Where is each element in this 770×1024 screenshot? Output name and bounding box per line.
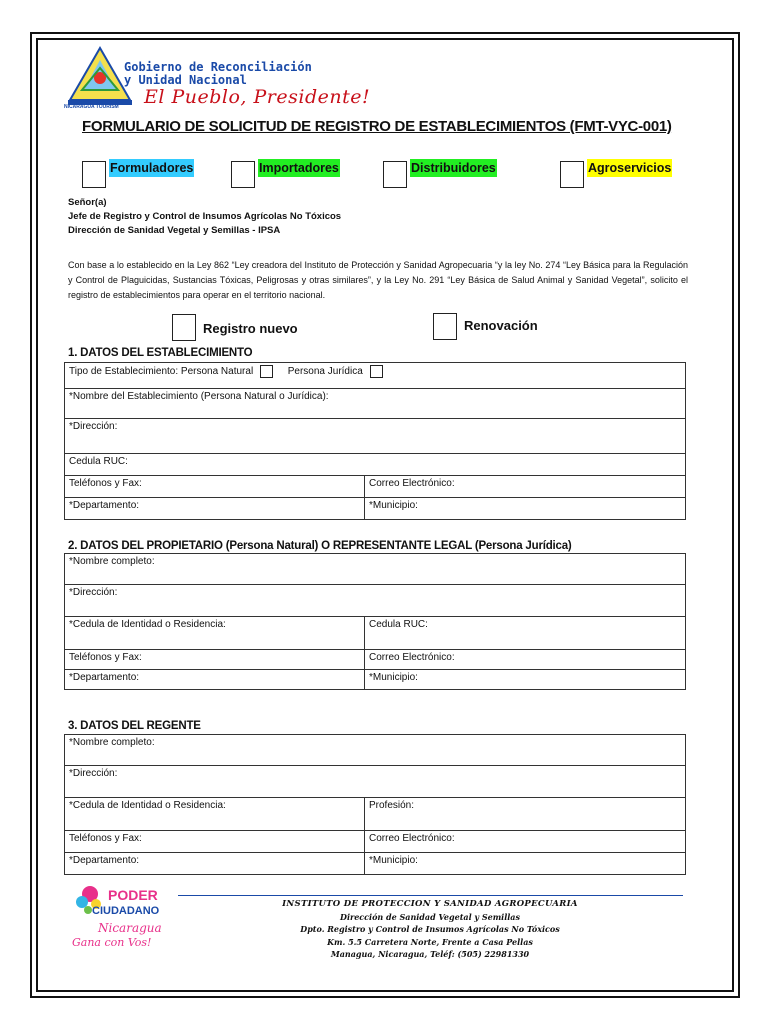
- section2-title: 2. DATOS DEL PROPIETARIO (Persona Natural) O REPRESENTANTE LEGAL (Persona Jurídica): [68, 540, 572, 552]
- checkbox-formuladores[interactable]: [82, 161, 106, 188]
- field-municipio-regente[interactable]: [365, 853, 686, 875]
- checkbox-renovacion[interactable]: [433, 313, 457, 340]
- field-departamento-propietario[interactable]: [65, 670, 365, 690]
- label-correo: Correo Electrónico:: [369, 833, 455, 844]
- field-telefonos-propietario[interactable]: [65, 650, 365, 670]
- label-direccion: *Dirección:: [69, 587, 118, 598]
- field-nombre-propietario[interactable]: [65, 554, 686, 585]
- poder-ciudadano-icon: [68, 880, 178, 960]
- footer-line4: Km. 5.5 Carretera Norte, Frente a Casa Pellas: [327, 936, 533, 947]
- field-direccion-establecimiento[interactable]: [65, 419, 686, 454]
- label-municipio: *Municipio:: [369, 500, 418, 511]
- label-correo: Correo Electrónico:: [369, 652, 455, 663]
- checkbox-persona-natural[interactable]: [260, 365, 273, 378]
- logo-nicaragua-text: Nicaragua: [98, 921, 162, 935]
- checkbox-distribuidores[interactable]: [383, 161, 407, 188]
- label-ruc: Cedula RUC:: [369, 619, 428, 630]
- salutation-line1: Señor(a): [68, 197, 107, 208]
- label-departamento: *Departamento:: [69, 855, 140, 866]
- field-correo-regente[interactable]: [365, 831, 686, 853]
- label-tipo: Tipo de Establecimiento: Persona Natural: [69, 366, 254, 378]
- field-municipio-propietario[interactable]: [365, 670, 686, 690]
- label-municipio: *Municipio:: [369, 855, 418, 866]
- field-cedula-regente[interactable]: [65, 798, 365, 831]
- label-profesion: Profesión:: [369, 800, 415, 811]
- gov-name-line2: y Unidad Nacional: [124, 73, 247, 87]
- label-registro-nuevo: Registro nuevo: [203, 321, 298, 336]
- field-direccion-propietario[interactable]: [65, 585, 686, 617]
- label-cedula: *Cedula de Identidad o Residencia:: [69, 619, 226, 630]
- salutation: [68, 196, 341, 238]
- field-correo-propietario[interactable]: [365, 650, 686, 670]
- logo-gana-text: Gana con Vos!: [72, 936, 152, 949]
- label-nombre-completo: *Nombre completo:: [69, 556, 155, 567]
- field-tipo-establecimiento: [65, 363, 686, 389]
- label-correo: Correo Electrónico:: [369, 478, 455, 489]
- section3-table: [64, 734, 686, 875]
- logo-poder-text: PODER: [108, 887, 158, 903]
- label-direccion: *Dirección:: [69, 768, 118, 779]
- label-municipio: *Municipio:: [369, 672, 418, 683]
- checkbox-registro-nuevo[interactable]: [172, 314, 196, 341]
- field-ruc-propietario[interactable]: [365, 617, 686, 650]
- logo-ciudadano-text: CIUDADANO: [92, 905, 160, 917]
- footer-divider: [178, 895, 683, 896]
- government-logo: [62, 46, 371, 118]
- label-cedula: *Cedula de Identidad o Residencia:: [69, 800, 226, 811]
- footer-line3: Dpto. Registro y Control de Insumos Agrícolas No Tóxicos: [300, 924, 560, 934]
- field-municipio-establecimiento[interactable]: [365, 498, 686, 520]
- label-agroservicios: Agroservicios: [588, 161, 672, 175]
- checkbox-agroservicios[interactable]: [560, 161, 584, 188]
- label-departamento: *Departamento:: [69, 500, 140, 511]
- field-cedula-propietario[interactable]: [65, 617, 365, 650]
- section1-table: [64, 362, 686, 520]
- gov-slogan: El Pueblo, Presidente!: [144, 86, 371, 108]
- label-formuladores: Formuladores: [110, 161, 194, 175]
- footer-line2: Dirección de Sanidad Vegetal y Semillas: [340, 911, 520, 922]
- section2-table: [64, 553, 686, 690]
- form-title: FORMULARIO DE SOLICITUD DE REGISTRO DE ESTABLECIMIENTOS (FMT-VYC-001): [82, 118, 672, 135]
- poder-ciudadano-logo: [68, 880, 178, 960]
- salutation-line2: Jefe de Registro y Control de Insumos Agrícolas No Tóxicos: [68, 211, 342, 222]
- label-ruc: Cedula RUC:: [69, 456, 128, 467]
- label-importadores: Importadores: [259, 161, 339, 175]
- label-distribuidores: Distribuidores: [411, 161, 496, 175]
- field-telefonos-establecimiento[interactable]: [65, 476, 365, 498]
- field-nombre-regente[interactable]: [65, 735, 686, 766]
- label-direccion: *Dirección:: [69, 421, 118, 432]
- label-telefonos: Teléfonos y Fax:: [69, 478, 142, 489]
- section1-title: 1. DATOS DEL ESTABLECIMIENTO: [68, 347, 253, 359]
- intro-paragraph: Con base a lo establecido en la Ley 862 “Ley creadora del Instituto de Protección y Sanidad Agropecuaria “y la ley No. 274 “Ley Básica para la Regulación y Control de Plaguicidas, Sustancias Tóxicas, Peligrosas y otras similares”, y la Ley No. 291 “Ley Básica de Salud Animal y Sanidad Vegetal”, solicito el registro de establecimientos para operar en el territorio nacional.: [68, 260, 688, 300]
- footer-institute: INSTITUTO DE PROTECCION Y SANIDAD AGROPECUARIA: [282, 899, 578, 909]
- checkbox-importadores[interactable]: [231, 161, 255, 188]
- label-telefonos: Teléfonos y Fax:: [69, 833, 142, 844]
- gov-name-line1: Gobierno de Reconciliación: [124, 60, 312, 74]
- field-departamento-regente[interactable]: [65, 853, 365, 875]
- footer-line5: Managua, Nicaragua, Teléf: (505) 22981330: [330, 949, 530, 959]
- salutation-line3: Dirección de Sanidad Vegetal y Semillas - IPSA: [68, 225, 281, 236]
- field-ruc-establecimiento[interactable]: [65, 454, 686, 476]
- label-departamento: *Departamento:: [69, 672, 140, 683]
- footer-address: [200, 898, 660, 961]
- label-nombre-establecimiento: *Nombre del Establecimiento (Persona Natural o Jurídica):: [69, 391, 329, 402]
- field-telefonos-regente[interactable]: [65, 831, 365, 853]
- label-persona-juridica: Persona Jurídica: [287, 366, 363, 378]
- tourism-text: NICARAGUA TOURISM: [64, 104, 119, 110]
- field-nombre-establecimiento[interactable]: [65, 389, 686, 419]
- field-direccion-regente[interactable]: [65, 766, 686, 798]
- label-telefonos: Teléfonos y Fax:: [69, 652, 142, 663]
- field-departamento-establecimiento[interactable]: [65, 498, 365, 520]
- label-renovacion: Renovación: [464, 318, 538, 333]
- label-nombre-completo: *Nombre completo:: [69, 737, 155, 748]
- section3-title: 3. DATOS DEL REGENTE: [68, 720, 201, 732]
- field-correo-establecimiento[interactable]: [365, 476, 686, 498]
- field-profesion-regente[interactable]: [365, 798, 686, 831]
- checkbox-persona-juridica[interactable]: [370, 365, 383, 378]
